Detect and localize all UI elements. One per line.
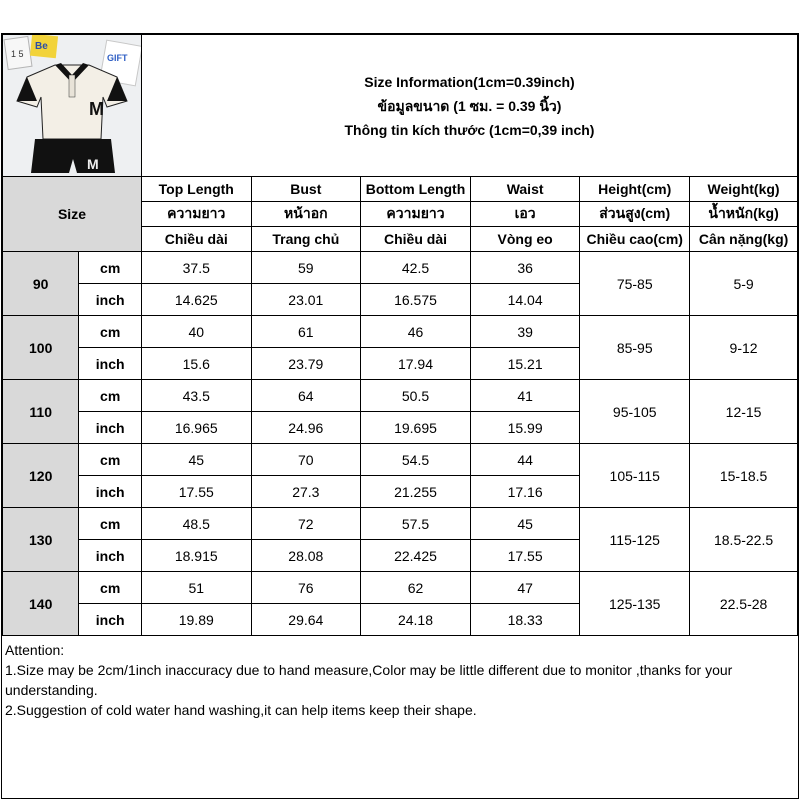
measure-cell: 27.3 [251,476,361,508]
height-range: 95-105 [580,380,690,444]
column-header-th: ความยาว [361,202,471,227]
measure-cell: 76 [251,572,361,604]
measure-cell: 39 [470,316,579,348]
measure-cell: 15.6 [141,348,251,380]
measure-cell: 19.89 [141,604,251,636]
column-header-th: เอว [470,202,579,227]
column-header-th: น้ำหนัก(kg) [690,202,798,227]
column-header-en: Top Length [141,177,251,202]
size-header: Size [3,177,142,252]
measure-cell: 17.55 [470,540,579,572]
size-label: 100 [3,316,79,380]
column-header-th: หน้าอก [251,202,361,227]
weight-range: 12-15 [690,380,798,444]
polo-shirt-shorts-set-photo-icon [3,35,141,176]
column-header-en: Weight(kg) [690,177,798,202]
title-vietnamese: Thông tin kích thước (1cm=0,39 inch) [344,121,595,138]
measure-cell: 29.64 [251,604,361,636]
table-row [3,252,798,284]
column-header-vi: Vòng eo [470,227,579,252]
title-thai: ข้อมูลขนาด (1 ซม. = 0.39 นิ้ว) [377,97,562,114]
unit-label: inch [79,412,142,444]
measure-cell: 41 [470,380,579,412]
size-label: 90 [3,252,79,316]
title-english: Size Information(1cm=0.39inch) [364,73,575,90]
measure-cell: 16.575 [361,284,471,316]
measure-cell: 14.625 [141,284,251,316]
measure-cell: 24.96 [251,412,361,444]
measure-cell: 21.255 [361,476,471,508]
measure-cell: 43.5 [141,380,251,412]
measure-cell: 17.55 [141,476,251,508]
measure-cell: 51 [141,572,251,604]
size-label: 130 [3,508,79,572]
height-range: 75-85 [580,252,690,316]
height-range: 125-135 [580,572,690,636]
product-photo [3,35,142,177]
measure-cell: 28.08 [251,540,361,572]
notes-item-1: 1.Size may be 2cm/1inch inaccuracy due to hand measure,Color may be little different due to monitor ,thanks for your understanding. [5,662,733,698]
attention-notes [5,640,795,720]
column-header-vi: Chiều cao(cm) [580,227,690,252]
column-header-en: Bottom Length [361,177,471,202]
unit-label: cm [79,444,142,476]
measure-cell: 17.94 [361,348,471,380]
unit-label: inch [79,604,142,636]
unit-label: inch [79,348,142,380]
unit-label: inch [79,476,142,508]
notes-heading: Attention: [5,642,65,658]
measure-cell: 40 [141,316,251,348]
measure-cell: 17.16 [470,476,579,508]
measure-cell: 54.5 [361,444,471,476]
height-range: 105-115 [580,444,690,508]
unit-label: cm [79,252,142,284]
measure-cell: 14.04 [470,284,579,316]
measure-cell: 15.99 [470,412,579,444]
table-row [3,316,798,348]
measure-cell: 42.5 [361,252,471,284]
measure-cell: 16.965 [141,412,251,444]
measure-cell: 72 [251,508,361,540]
table-row [3,380,798,412]
measure-cell: 70 [251,444,361,476]
column-header-th: ความยาว [141,202,251,227]
measure-cell: 23.79 [251,348,361,380]
measure-cell: 37.5 [141,252,251,284]
measure-cell: 15.21 [470,348,579,380]
logo-letter-shorts: M [87,156,99,172]
column-header-vi: Trang chủ [251,227,361,252]
unit-label: cm [79,572,142,604]
unit-label: inch [79,284,142,316]
column-header-th: ส่วนสูง(cm) [580,202,690,227]
unit-label: cm [79,508,142,540]
measure-cell: 22.425 [361,540,471,572]
weight-range: 15-18.5 [690,444,798,508]
column-header-vi: Cân nặng(kg) [690,227,798,252]
measure-cell: 59 [251,252,361,284]
measure-cell: 19.695 [361,412,471,444]
table-row [3,508,798,540]
unit-label: inch [79,540,142,572]
column-header-en: Bust [251,177,361,202]
measure-cell: 18.915 [141,540,251,572]
weight-range: 18.5-22.5 [690,508,798,572]
measure-cell: 24.18 [361,604,471,636]
column-header-vi: Chiều dài [361,227,471,252]
measure-cell: 50.5 [361,380,471,412]
measure-cell: 36 [470,252,579,284]
measure-cell: 64 [251,380,361,412]
measure-cell: 23.01 [251,284,361,316]
height-range: 85-95 [580,316,690,380]
weight-range: 22.5-28 [690,572,798,636]
size-chart-table [2,34,798,636]
measure-cell: 18.33 [470,604,579,636]
unit-label: cm [79,316,142,348]
tag-label-2: Be [35,41,48,52]
measure-cell: 62 [361,572,471,604]
size-label: 140 [3,572,79,636]
unit-label: cm [79,380,142,412]
measure-cell: 46 [361,316,471,348]
table-row [3,572,798,604]
size-chart-sheet [1,33,799,799]
weight-range: 9-12 [690,316,798,380]
measure-cell: 48.5 [141,508,251,540]
column-header-vi: Chiều dài [141,227,251,252]
measure-cell: 57.5 [361,508,471,540]
measure-cell: 45 [470,508,579,540]
column-header-en: Height(cm) [580,177,690,202]
measure-cell: 61 [251,316,361,348]
logo-letter-shirt: M [89,99,104,119]
tag-label-1: 1 5 [11,49,24,59]
table-row [3,444,798,476]
size-info-header [141,35,797,177]
size-label: 110 [3,380,79,444]
measure-cell: 47 [470,572,579,604]
measure-cell: 44 [470,444,579,476]
column-header-en: Waist [470,177,579,202]
notes-item-2: 2.Suggestion of cold water hand washing,it can help items keep their shape. [5,702,477,718]
weight-range: 5-9 [690,252,798,316]
height-range: 115-125 [580,508,690,572]
size-label: 120 [3,444,79,508]
measure-cell: 45 [141,444,251,476]
tag-label-3: GIFT [107,53,128,63]
